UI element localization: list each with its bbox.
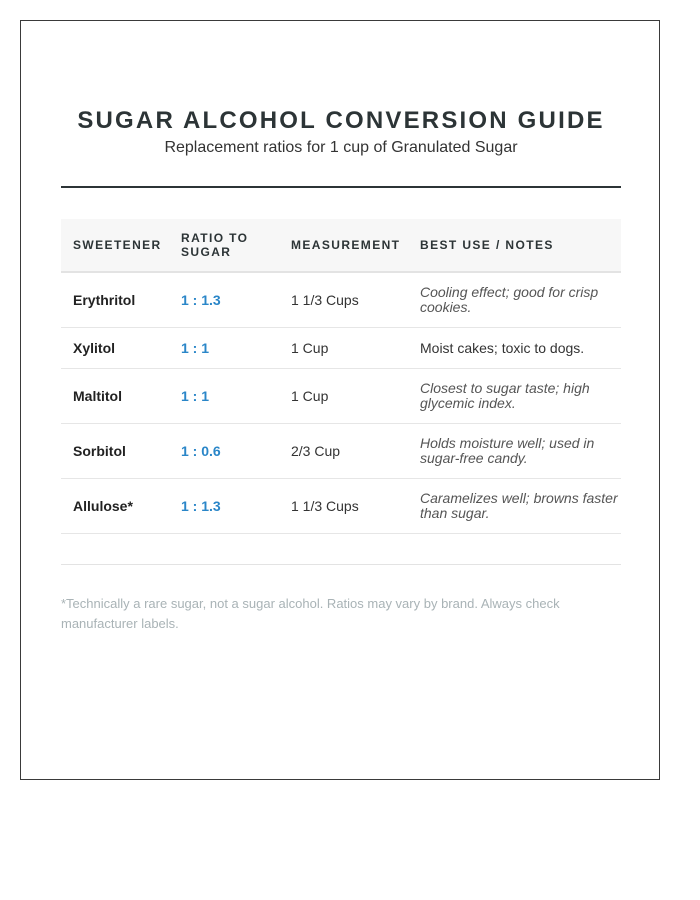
column-header-sweetener: SWEETENER (61, 219, 169, 272)
notes-cell: Caramelizes well; browns faster than sugar. (408, 479, 621, 534)
ratio-cell: 1 : 0.6 (169, 424, 279, 479)
ratio-cell: 1 : 1.3 (169, 272, 279, 328)
ratio-cell: 1 : 1.3 (169, 479, 279, 534)
page-subtitle: Replacement ratios for 1 cup of Granulated Sugar (164, 139, 518, 156)
column-header-notes: BEST USE / NOTES (408, 219, 621, 272)
table-row (61, 424, 621, 479)
notes-cell: Closest to sugar taste; high glycemic index. (408, 369, 621, 424)
sweetener-cell: Sorbitol (61, 424, 169, 479)
notes-cell: Cooling effect; good for crisp cookies. (408, 272, 621, 328)
column-header-ratio: RATIO TO SUGAR (169, 219, 279, 272)
sweetener-cell: Allulose* (61, 479, 169, 534)
table-header-row (61, 219, 621, 272)
page-title: SUGAR ALCOHOL CONVERSION GUIDE (77, 107, 605, 134)
table-row (61, 272, 621, 328)
measurement-cell: 1 1/3 Cups (279, 272, 408, 328)
table-row (61, 328, 621, 369)
sweetener-cell: Erythritol (61, 272, 169, 328)
ratio-cell: 1 : 1 (169, 328, 279, 369)
measurement-cell: 1 Cup (279, 328, 408, 369)
ratio-cell: 1 : 1 (169, 369, 279, 424)
measurement-cell: 1 1/3 Cups (279, 479, 408, 534)
footnote: *Technically a rare sugar, not a sugar alcohol. Ratios may vary by brand. Always check manufacturer labels. (61, 596, 560, 631)
notes-cell: Holds moisture well; used in sugar-free candy. (408, 424, 621, 479)
table-row (61, 479, 621, 534)
footnote-divider (61, 564, 621, 565)
sweetener-cell: Maltitol (61, 369, 169, 424)
measurement-cell: 2/3 Cup (279, 424, 408, 479)
notes-cell: Moist cakes; toxic to dogs. (408, 328, 621, 369)
sweetener-cell: Xylitol (61, 328, 169, 369)
column-header-measurement: MEASUREMENT (279, 219, 408, 272)
conversion-guide-card (20, 20, 660, 780)
measurement-cell: 1 Cup (279, 369, 408, 424)
title-divider (61, 186, 621, 188)
conversion-table (61, 219, 621, 534)
table-row (61, 369, 621, 424)
